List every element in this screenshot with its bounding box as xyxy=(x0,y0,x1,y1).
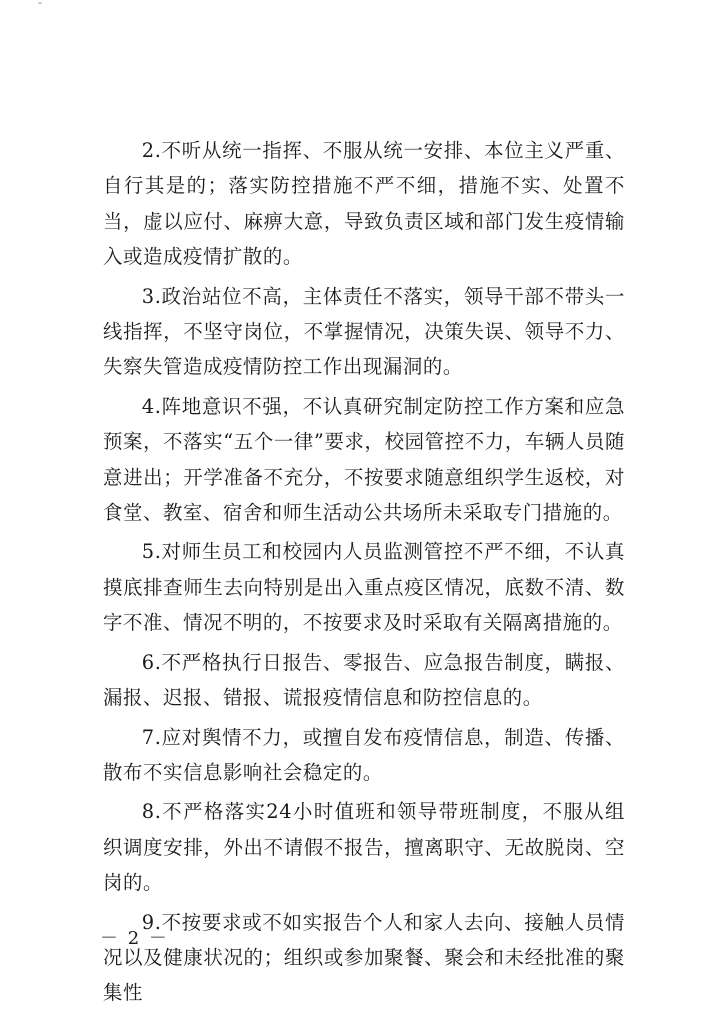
paragraph-item-5: 5.对师生员工和校园内人员监测管控不严不细，不认真摸底排查师生去向特别是出入重点疫区情况，底数不清、数字不准、情况不明的，不按要求及时采取有关隔离措施的。 xyxy=(103,540,625,635)
paragraph-item-9: 9.不按要求或不如实报告个人和家人去向、接触人员情况以及健康状况的；组织或参加聚餐、聚会和未经批准的聚集性 xyxy=(103,910,625,1005)
scan-mark xyxy=(38,2,42,4)
paragraph-item-8: 8.不严格落实24小时值班和领导带班制度，不服从组织调度安排，外出不请假不报告，擅离职守、无故脱岗、空岗的。 xyxy=(103,800,625,895)
paragraph-item-2: 2.不听从统一指挥、不服从统一安排、本位主义严重、自行其是的；落实防控措施不严不细，措施不实、处置不当，虚以应付、麻痹大意，导致负责区域和部门发生疫情输入或造成疫情扩散的。 xyxy=(103,139,625,269)
page-number: － 2 － xyxy=(100,928,169,949)
paragraph-item-7: 7.应对舆情不力，或擅自发布疫情信息，制造、传播、散布不实信息影响社会稳定的。 xyxy=(103,725,625,784)
document-body xyxy=(103,133,625,1015)
paragraph-item-6: 6.不严格执行日报告、零报告、应急报告制度，瞒报、漏报、迟报、错报、谎报疫情信息和防控信息的。 xyxy=(103,650,625,710)
paragraph-item-4: 4.阵地意识不强，不认真研究制定防控工作方案和应急预案，不落实“五个一律”要求，校园管控不力，车辆人员随意进出；开学准备不充分，不按要求随意组织学生返校，对食堂、教室、宿舍和师生活动公共场所未采取专门措施的。 xyxy=(103,394,625,525)
paragraph-item-3: 3.政治站位不高，主体责任不落实，领导干部不带头一线指挥，不坚守岗位，不掌握情况，决策失误、领导不力、失察失管造成疫情防控工作出现漏洞的。 xyxy=(103,284,625,379)
